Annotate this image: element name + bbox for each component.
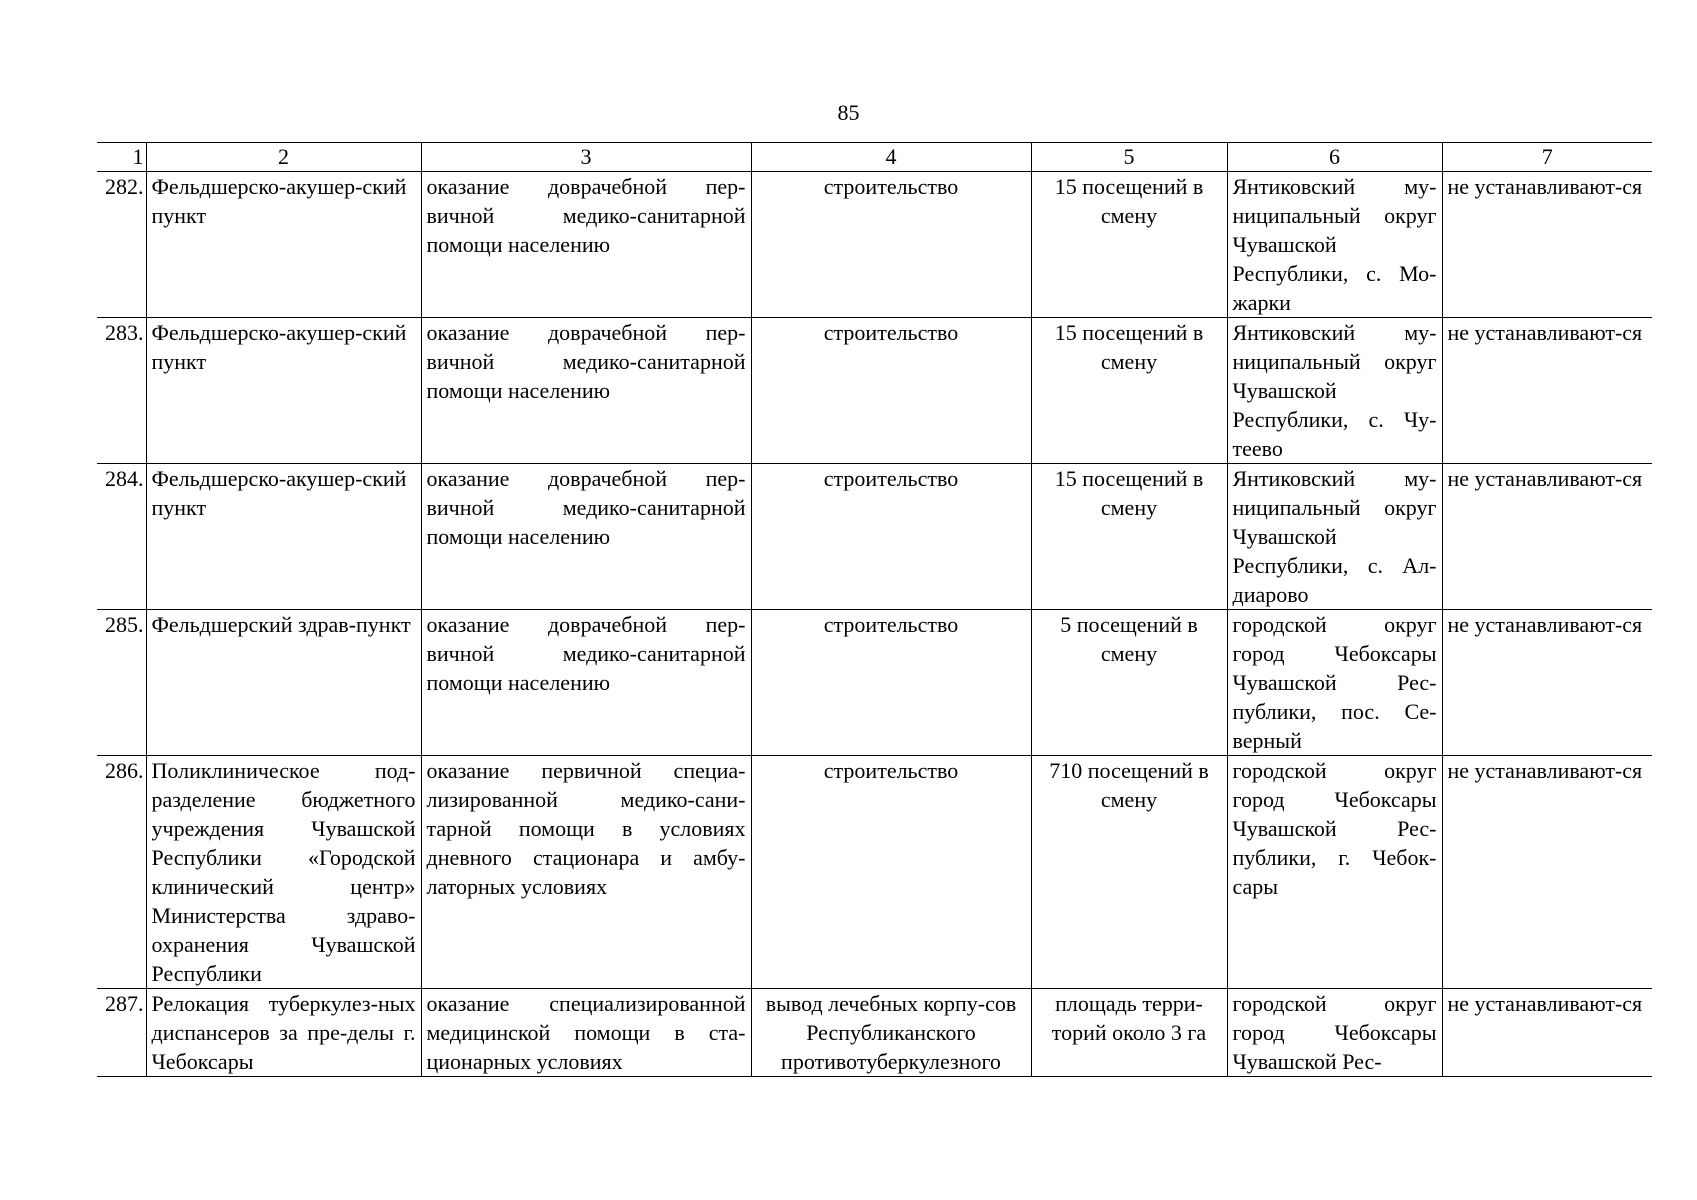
header-cell: 1: [97, 143, 146, 172]
object-type: строительство: [751, 318, 1031, 464]
row-number: 283.: [97, 318, 146, 464]
object-zones: не устанавливают-ся: [1442, 610, 1652, 756]
object-location: Янтиковский му-ниципальный округ Чувашской Республики, с. Мо-жарки: [1227, 172, 1442, 318]
object-name: Поликлиническое под-разделение бюджетного учреждения Чувашской Республики «Городской клинический центр» Министерства здраво-охранения Чувашской Республики: [146, 756, 421, 989]
table-row: [97, 172, 1652, 318]
row-number: 286.: [97, 756, 146, 989]
header-cell: 5: [1031, 143, 1227, 172]
object-name: Фельдшерский здрав-пункт: [146, 610, 421, 756]
object-name: Фельдшерско-акушер-ский пункт: [146, 172, 421, 318]
object-name: Фельдшерско-акушер-ский пункт: [146, 318, 421, 464]
object-purpose: оказание доврачебной пер-вичной медико-санитарной помощи населению: [421, 172, 751, 318]
object-location: городской округ город Чебоксары Чувашской Рес-публики, пос. Се-верный: [1227, 610, 1442, 756]
object-type: строительство: [751, 464, 1031, 610]
object-location: городской округ город Чебоксары Чувашской Рес-: [1227, 989, 1442, 1077]
table-row: [97, 464, 1652, 610]
object-purpose: оказание доврачебной пер-вичной медико-санитарной помощи населению: [421, 610, 751, 756]
table-row: [97, 610, 1652, 756]
object-type: строительство: [751, 172, 1031, 318]
row-number: 285.: [97, 610, 146, 756]
header-cell: 3: [421, 143, 751, 172]
object-capacity: 15 посещений в смену: [1031, 172, 1227, 318]
object-zones: не устанавливают-ся: [1442, 464, 1652, 610]
object-location: Янтиковский му-ниципальный округ Чувашской Республики, с. Чу-теево: [1227, 318, 1442, 464]
object-location: городской округ город Чебоксары Чувашской Рес-публики, г. Чебок-сары: [1227, 756, 1442, 989]
object-capacity: площадь терри-торий около 3 га: [1031, 989, 1227, 1077]
object-name: Релокация туберкулез-ных диспансеров за пре-делы г. Чебоксары: [146, 989, 421, 1077]
object-type: строительство: [751, 756, 1031, 989]
object-zones: не устанавливают-ся: [1442, 989, 1652, 1077]
table-row: [97, 756, 1652, 989]
row-number: 282.: [97, 172, 146, 318]
object-type: строительство: [751, 610, 1031, 756]
object-purpose: оказание доврачебной пер-вичной медико-санитарной помощи населению: [421, 464, 751, 610]
object-purpose: оказание первичной специа-лизированной медико-сани-тарной помощи в условиях дневного стационара и амбу-латорных условиях: [421, 756, 751, 989]
object-capacity: 710 посещений в смену: [1031, 756, 1227, 989]
header-cell: 6: [1227, 143, 1442, 172]
header-row: [97, 143, 1652, 172]
object-capacity: 15 посещений в смену: [1031, 318, 1227, 464]
object-purpose: оказание специализированной медицинской помощи в ста-ционарных условиях: [421, 989, 751, 1077]
object-zones: не устанавливают-ся: [1442, 172, 1652, 318]
object-location: Янтиковский му-ниципальный округ Чувашской Республики, с. Ал-диарово: [1227, 464, 1442, 610]
object-zones: не устанавливают-ся: [1442, 756, 1652, 989]
table-row: [97, 318, 1652, 464]
object-capacity: 15 посещений в смену: [1031, 464, 1227, 610]
row-number: 287.: [97, 989, 146, 1077]
page-number: 85: [837, 100, 860, 125]
row-number: 284.: [97, 464, 146, 610]
header-cell: 7: [1442, 143, 1652, 172]
table-row: [97, 989, 1652, 1077]
header-cell: 4: [751, 143, 1031, 172]
register-table: [97, 142, 1652, 1077]
object-capacity: 5 посещений в смену: [1031, 610, 1227, 756]
object-zones: не устанавливают-ся: [1442, 318, 1652, 464]
object-name: Фельдшерско-акушер-ский пункт: [146, 464, 421, 610]
object-purpose: оказание доврачебной пер-вичной медико-санитарной помощи населению: [421, 318, 751, 464]
header-cell: 2: [146, 143, 421, 172]
object-type: вывод лечебных корпу-сов Республиканского противотуберкулезного: [751, 989, 1031, 1077]
